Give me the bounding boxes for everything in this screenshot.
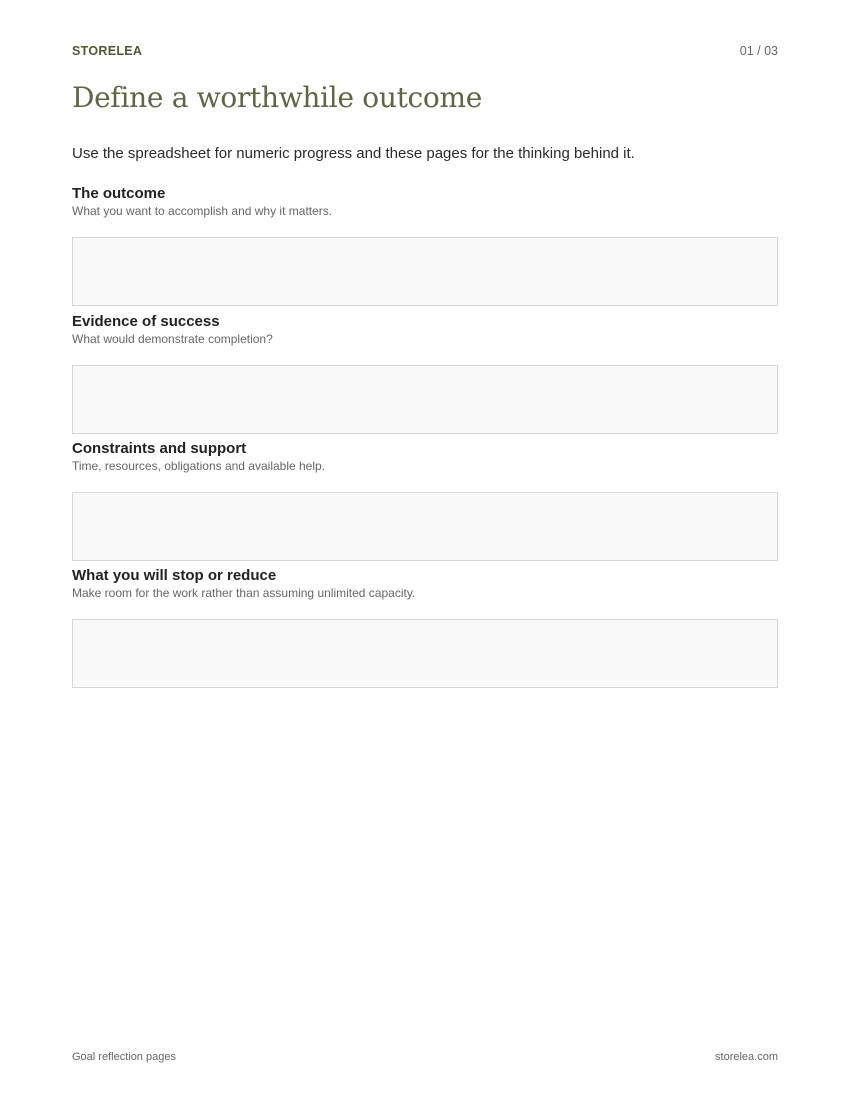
section-description: What would demonstrate completion? bbox=[72, 332, 273, 346]
section-evidence-of-success bbox=[72, 313, 778, 347]
intro-text: Use the spreadsheet for numeric progress and these pages for the thinking behind it. bbox=[72, 145, 635, 162]
constraints-response-box[interactable] bbox=[72, 492, 778, 561]
stop-or-reduce-response-box[interactable] bbox=[72, 619, 778, 688]
section-description: What you want to accomplish and why it matters. bbox=[72, 204, 333, 218]
section-constraints-and-support bbox=[72, 440, 778, 474]
brand-name: STORELEA bbox=[72, 44, 143, 58]
section-description: Make room for the work rather than assuming unlimited capacity. bbox=[72, 586, 416, 600]
worksheet-page bbox=[72, 0, 778, 1100]
footer-website: storelea.com bbox=[715, 1051, 778, 1063]
evidence-response-box[interactable] bbox=[72, 365, 778, 434]
section-description: Time, resources, obligations and available help. bbox=[72, 459, 326, 473]
page-header bbox=[72, 43, 778, 59]
section-heading: Constraints and support bbox=[72, 440, 247, 457]
section-heading: The outcome bbox=[72, 185, 166, 202]
page-indicator: 01 / 03 bbox=[739, 44, 778, 58]
section-outcome bbox=[72, 185, 778, 219]
outcome-response-box[interactable] bbox=[72, 237, 778, 306]
page-title: Define a worthwhile outcome bbox=[72, 81, 483, 114]
footer-title: Goal reflection pages bbox=[72, 1051, 176, 1063]
section-stop-or-reduce bbox=[72, 567, 778, 601]
section-heading: What you will stop or reduce bbox=[72, 567, 277, 584]
section-heading: Evidence of success bbox=[72, 313, 220, 330]
